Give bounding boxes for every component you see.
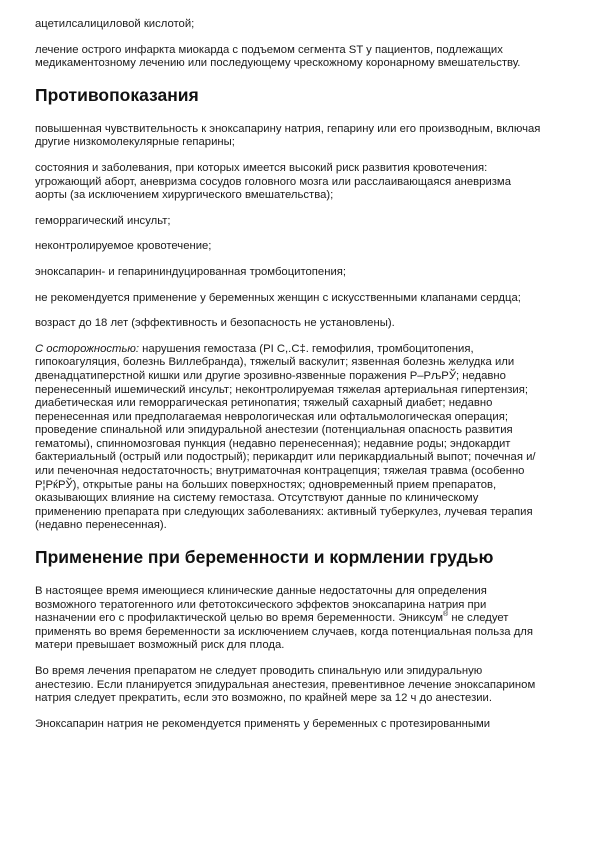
contraindication-item: не рекомендуется применение у беременных женщин с искусственными клапанами сердца; [35, 291, 521, 304]
contraindication-item: эноксапарин- и гепарининдуцированная тромбоцитопения; [35, 265, 347, 278]
pregnancy-paragraph-2: Во время лечения препаратом не следует проводить спинальную или эпидуральную анестезию. Если планируется эпидуральная анестезия, превентивное лечение эноксапарином натрия следует прекратить, если это возможно, по крайней мере за 12 ч до анестезии. [35, 665, 536, 705]
contraindication-item: повышенная чувствительность к эноксапарину натрия, гепарину или его производным, включая другие низкомолекулярные гепарины; [35, 122, 541, 149]
registered-mark: ® [443, 611, 449, 619]
contraindication-item: неконтролируемое кровотечение; [35, 240, 212, 253]
caution-text: нарушения гемостаза (РI С,.С‡. гемофилия, тромбоцитопения, гипокоагуляция, болезнь Виллебранда), тяжелый васкулит; язвенная болезнь желудка или двенадцатиперстной кишки или другие эрозивно-язвенные поражения Р–РљРЎ; недавно перенесенный ишемический инсульт; неконтролируемая тяжелая артериальная гипертензия; диабетическая или геморрагическая ретинопатия; тяжелый сахарный диабет; недавно перенесенная или предполагаемая неврологическая или офтальмологическая операция; проведение спинальной или эпидуральной анестезии (потенциальная опасность развития гематомы), спинномозговая пункция (недавно перенесенная); недавние роды; эндокардит бактериальный (острый или подострый); перикардит или перикардиальный выпот; почечная и/или печеночная недостаточность; внутриматочная контрацепция; тяжелая травма (особенно Р¦РќРЎ), открытые раны на больших поверхностях; одновременный прием препаратов, оказывающих влияние на систему гемостаза. Отсутствуют данные по клиническому применению препарата при следующих заболеваниях: активный туберкулез, лучевая терапия (недавно перенесенная). [35, 342, 536, 532]
caution-label: С осторожностью: [35, 342, 140, 355]
pregnancy-p1-end: не следует применять во время беременности за исключением случаев, когда потенциальная польза для матери превышает возможный риск для плода. [35, 612, 533, 652]
contraindication-item: возраст до 18 лет (эффективность и безопасность не установлены). [35, 317, 395, 330]
heading-contraindications: Противопоказания [35, 84, 199, 105]
contraindication-item: геморрагический инсульт; [35, 214, 171, 227]
heading-pregnancy: Применение при беременности и кормлении грудью [35, 547, 494, 568]
pregnancy-paragraph-3: Эноксапарин натрия не рекомендуется применять у беременных с протезированными [35, 717, 491, 730]
pregnancy-p1-start: В настоящее время имеющиеся клинические данные недостаточны для определения возможного тератогенного или фетотоксического эффектов эноксапарина натрия при назначении его с профилактической целью во время беременности. Эниксум [35, 585, 487, 625]
pregnancy-paragraph-1 [35, 585, 543, 653]
caution-paragraph [35, 343, 543, 533]
paragraph-stemi: лечение острого инфаркта миокарда с подъемом сегмента ST у пациентов, подлежащих медикаментозному лечению или последующему чрескожному коронарному вмешательству. [35, 43, 521, 70]
contraindication-item: состояния и заболевания, при которых имеется высокий риск развития кровотечения: угрожающий аборт, аневризма сосудов головного мозга или расслаивающаяся аневризма аорты (за исключением хирургического вмешательства); [35, 161, 511, 202]
paragraph-aspirin: ацетилсалициловой кислотой; [35, 18, 195, 30]
